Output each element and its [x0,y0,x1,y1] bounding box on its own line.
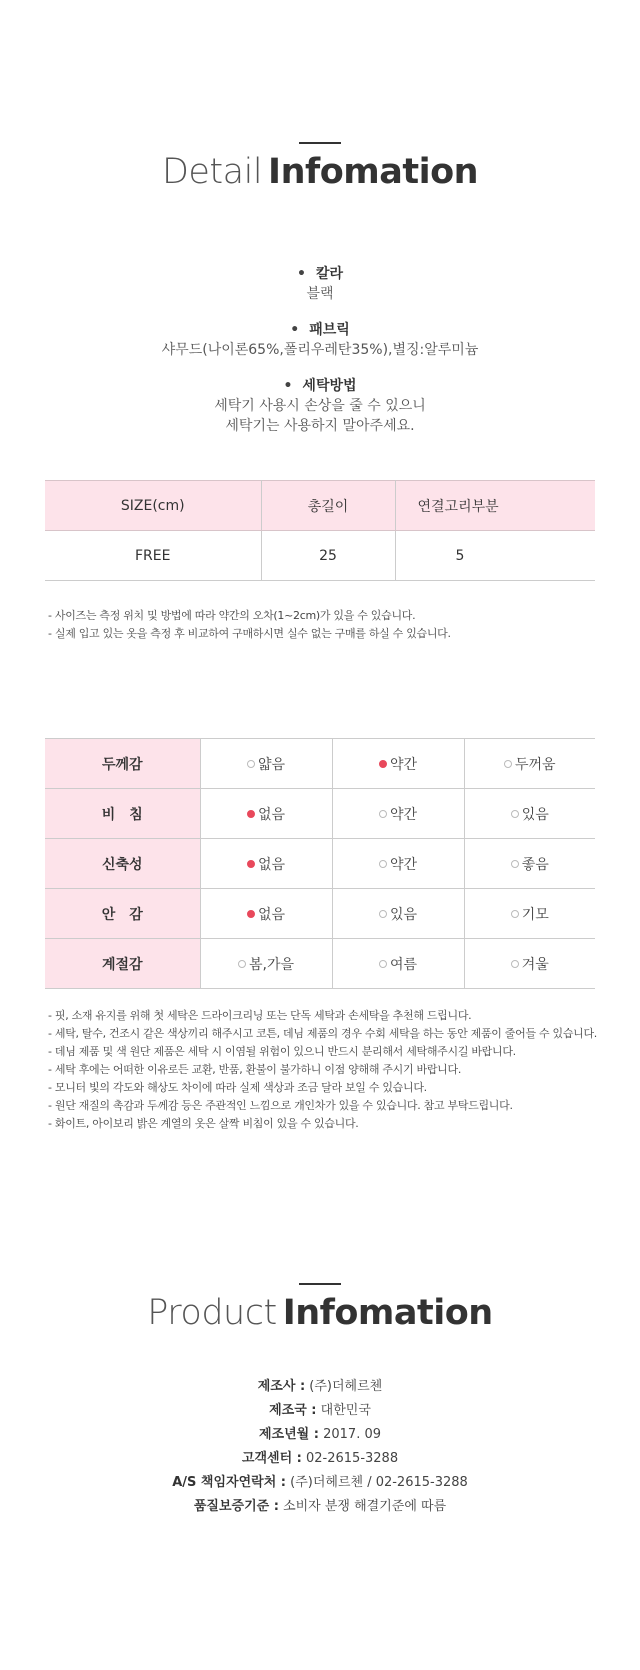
care-notes [48,1007,628,1133]
feel-option-cell [464,939,595,989]
feel-option [379,754,417,774]
product-info-row [0,1495,640,1519]
feel-option-cell [464,889,595,939]
note-line: - 사이즈는 측정 위치 및 방법에 따라 약간의 오차(1~2cm)가 있을 수 있습니다. [48,609,416,622]
feel-option [379,804,417,824]
feel-option-label: 없음 [257,906,286,923]
detail-heading-light: Detail [161,152,263,192]
feel-option-cell [200,889,332,939]
selected-dot-icon [379,760,387,768]
product-info-row [0,1447,640,1471]
feel-option-label: 약간 [389,806,418,823]
spec-washing [0,376,640,436]
unselected-dot-icon [379,910,387,918]
spec-label: 세탁방법 [302,378,357,394]
feel-row-label: 계절감 [45,939,200,989]
feel-option-label: 없음 [257,806,286,823]
size-cell-length: 25 [261,531,395,581]
selected-dot-icon [247,860,255,868]
feel-row-label: 안 감 [45,889,200,939]
product-info-value: (주)더헤르첸 [309,1379,383,1394]
feel-option-cell [464,789,595,839]
note-line: - 데님 제품 및 색 원단 제품은 세탁 시 이염될 위험이 있으니 반드시 분리해서 세탁해주시길 바랍니다. [48,1045,516,1058]
product-info-row [0,1375,640,1399]
feel-option-label: 두꺼움 [514,756,556,773]
bullet: • [283,378,293,394]
feel-option [379,904,417,924]
feel-option [247,754,285,774]
detail-heading-rule [299,142,341,144]
feel-option-cell [200,789,332,839]
product-info-key: 고객센터 : [241,1451,302,1466]
size-table-header-row [45,481,595,531]
spec-color [0,264,640,304]
note-line: - 화이트, 아이보리 밝은 계열의 옷은 살짝 비침이 있을 수 있습니다. [48,1117,359,1130]
detail-heading-bold: Infomation [268,152,479,192]
note-line: - 세탁, 탈수, 건조시 같은 색상끼리 해주시고 코튼, 데님 제품의 경우 수회 세탁을 하는 동안 제품이 줄어들 수 있습니다. [48,1027,597,1040]
feel-option-cell [200,839,332,889]
product-info-value: 02-2615-3288 [306,1451,399,1466]
table-row [45,739,595,789]
feel-option-cell [464,739,595,789]
spec-value: 샤무드(나이론65%,폴리우레탄35%),별징:알루미늄 [161,342,479,358]
note-line: - 실제 입고 있는 옷을 측정 후 비교하여 구매하시면 실수 없는 구매를 하실 수 있습니다. [48,627,451,640]
product-info-row [0,1423,640,1447]
size-header-link: 연결고리부분 [395,481,595,531]
spec-label: 칼라 [315,266,343,282]
feel-option-label: 있음 [389,906,418,923]
spec-label: 패브릭 [309,322,350,338]
feel-option-label: 약간 [389,756,418,773]
unselected-dot-icon [511,860,519,868]
size-header-length: 총길이 [261,481,395,531]
product-heading-rule [299,1283,341,1285]
feel-row-label: 두께감 [45,739,200,789]
product-heading-light: Product [147,1293,277,1333]
detail-heading [0,152,640,192]
unselected-dot-icon [379,960,387,968]
feel-option [247,904,285,924]
fabric-feel-table [45,738,595,989]
product-info-value: 소비자 분쟁 해결기준에 따름 [283,1499,447,1514]
unselected-dot-icon [379,860,387,868]
spec-value: 세탁기 사용시 손상을 줄 수 있으니 [214,398,426,414]
feel-option [247,804,285,824]
feel-option-cell [464,839,595,889]
feel-option [238,954,294,974]
feel-row-label: 비 침 [45,789,200,839]
unselected-dot-icon [247,760,255,768]
unselected-dot-icon [238,960,246,968]
size-notes [48,607,628,643]
selected-dot-icon [247,910,255,918]
bullet: • [290,322,300,338]
product-info-key: A/S 책임자연락처 : [172,1475,286,1490]
product-info-row [0,1399,640,1423]
product-info-key: 제조사 : [257,1379,306,1394]
product-info-key: 제조년월 : [259,1427,319,1442]
table-row [45,531,595,581]
feel-option-cell [332,889,464,939]
size-cell-link: 5 [395,531,595,581]
feel-option [511,854,549,874]
note-line: - 원단 재질의 촉감과 두께감 등은 주관적인 느낌으로 개인차가 있을 수 있습니다. 참고 부탁드립니다. [48,1099,513,1112]
feel-option [511,904,549,924]
unselected-dot-icon [379,810,387,818]
size-header-size: SIZE(cm) [45,481,261,531]
feel-option-label: 얇음 [257,756,286,773]
table-row [45,839,595,889]
feel-option [247,854,285,874]
spec-value: 세탁기는 사용하지 말아주세요. [225,418,415,434]
feel-option-cell [332,939,464,989]
feel-option-cell [332,739,464,789]
feel-option-label: 없음 [257,856,286,873]
note-line: - 세탁 후에는 어떠한 이유로든 교환, 반품, 환불이 불가하니 이점 양해해 주시기 바랍니다. [48,1063,462,1076]
product-info-key: 제조국 : [269,1403,317,1418]
feel-option [379,854,417,874]
product-info-value: 2017. 09 [323,1427,381,1442]
feel-option-cell [332,789,464,839]
size-cell-size: FREE [45,531,261,581]
feel-option-label: 봄,가을 [248,956,295,973]
feel-option-cell [200,939,332,989]
product-heading-bold: Infomation [282,1293,493,1333]
bullet: • [296,266,306,282]
product-info-row [0,1471,640,1495]
feel-option [511,954,549,974]
product-info-key: 품질보증기준 : [193,1499,279,1514]
feel-option [511,804,549,824]
note-line: - 핏, 소재 유지를 위해 첫 세탁은 드라이크리닝 또는 단독 세탁과 손세탁을 추천해 드립니다. [48,1009,472,1022]
table-row [45,939,595,989]
feel-option [504,754,556,774]
feel-option-label: 겨울 [521,956,549,973]
feel-option-label: 좋음 [521,856,549,873]
selected-dot-icon [247,810,255,818]
unselected-dot-icon [511,910,519,918]
product-heading [0,1293,640,1333]
feel-option-label: 있음 [521,806,549,823]
product-info-value: 대한민국 [320,1403,371,1418]
feel-option-label: 기모 [521,906,549,923]
product-info [0,1375,640,1519]
feel-row-label: 신축성 [45,839,200,889]
unselected-dot-icon [511,810,519,818]
spec-fabric [0,320,640,360]
product-info-value: (주)더헤르첸 / 02-2615-3288 [290,1475,468,1490]
feel-option [379,954,417,974]
feel-option-label: 여름 [389,956,418,973]
unselected-dot-icon [511,960,519,968]
feel-option-cell [200,739,332,789]
feel-option-cell [332,839,464,889]
feel-option-label: 약간 [389,856,418,873]
table-row [45,789,595,839]
table-row [45,889,595,939]
size-table [45,480,595,581]
note-line: - 모니터 빛의 각도와 해상도 차이에 따라 실제 색상과 조금 달라 보일 수 있습니다. [48,1081,427,1094]
unselected-dot-icon [504,760,512,768]
spec-value: 블랙 [306,286,334,302]
